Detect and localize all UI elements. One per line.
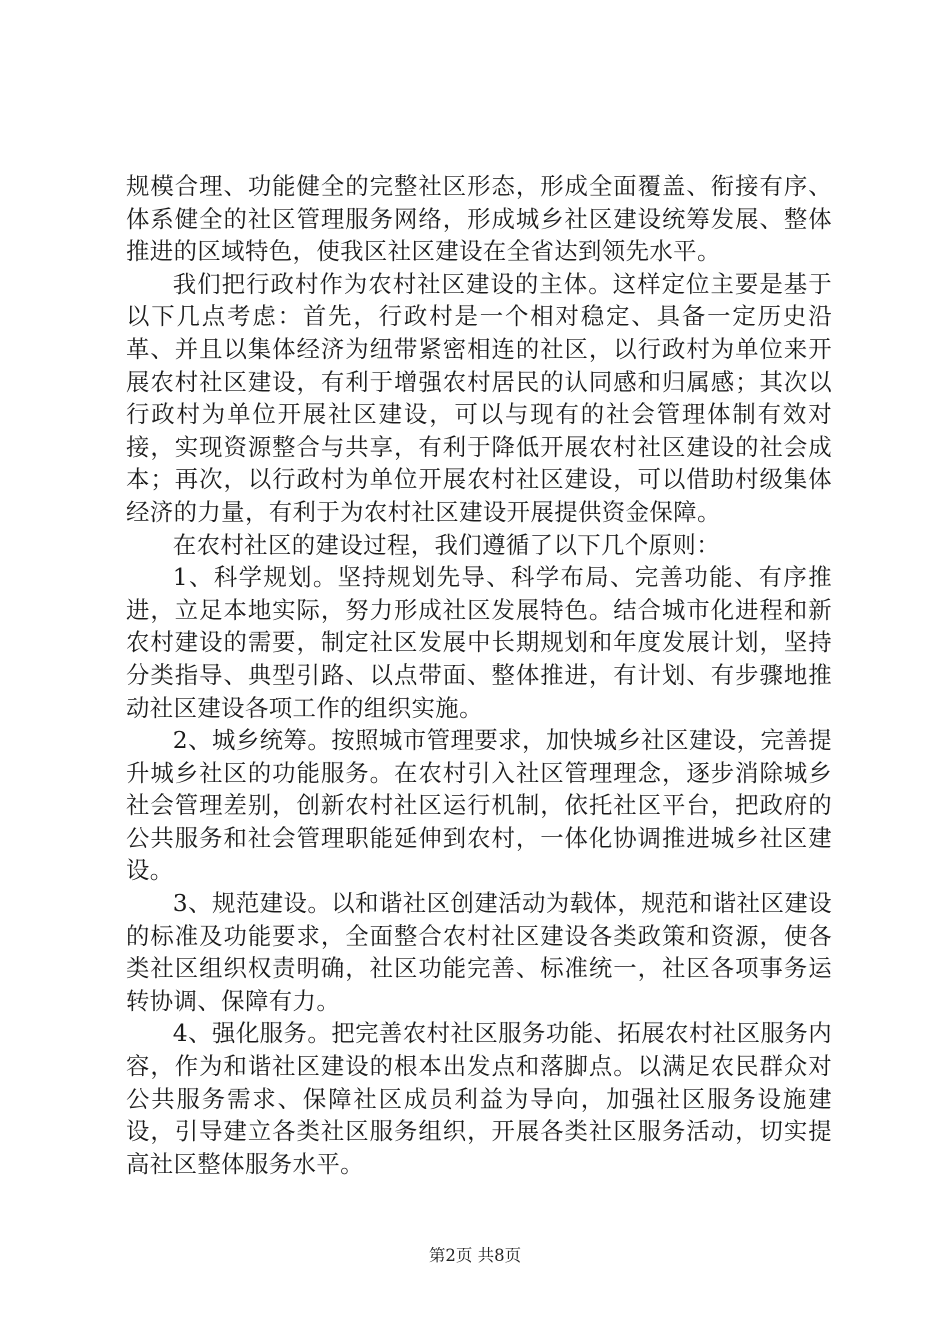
paragraph-principles-intro: 在农村社区的建设过程，我们遵循了以下几个原则： xyxy=(172,530,720,559)
document-body xyxy=(126,170,832,1180)
paragraph-principle-integration: 2、城乡统筹。按照城市管理要求，加快城乡社区建设，完善提升城乡社区的功能服务。在农村引入社区管理理念，逐步消除城乡社会管理差别，创新农村社区运行机制，依托社区平台，把政府的公共服务和社会管理职能延伸到农村，一体化协调推进城乡社区建设。 xyxy=(126,726,832,885)
paragraph-principle-planning: 1、科学规划。坚持规划先导、科学布局、完善功能、有序推进，立足本地实际，努力形成社区发展特色。结合城市化进程和新农村建设的需要，制定社区发展中长期规划和年度发展计划，坚持分类指导、典型引路、以点带面、整体推进，有计划、有步骤地推动社区建设各项工作的组织实施。 xyxy=(126,563,832,722)
page-number-footer: 第2页 共8页 xyxy=(428,1246,522,1265)
paragraph-principle-standardization: 3、规范建设。以和谐社区创建活动为载体，规范和谐社区建设的标准及功能要求，全面整合农村社区建设各类政策和资源，使各类社区组织权责明确，社区功能完善、标准统一，社区各项事务运转协调、保障有力。 xyxy=(126,889,832,1015)
paragraph-principle-service: 4、强化服务。把完善农村社区服务功能、拓展农村社区服务内容，作为和谐社区建设的根本出发点和落脚点。以满足农民群众对公共服务需求、保障社区成员利益为导向，加强社区服务设施建设，引导建立各类社区服务组织，开展各类社区服务活动，切实提高社区整体服务水平。 xyxy=(126,1019,832,1178)
paragraph-village-subject: 我们把行政村作为农村社区建设的主体。这样定位主要是基于以下几点考虑：首先，行政村是一个相对稳定、具备一定历史沿革、并且以集体经济为纽带紧密相连的社区，以行政村为单位来开展农村社区建设，有利于增强农村居民的认同感和归属感；其次以行政村为单位开展社区建设，可以与现有的社会管理体制有效对接，实现资源整合与共享，有利于降低开展农村社区建设的社会成本；再次，以行政村为单位开展农村社区建设，可以借助村级集体经济的力量，有利于为农村社区建设开展提供资金保障。 xyxy=(126,269,832,526)
paragraph-continuation: 规模合理、功能健全的完整社区形态，形成全面覆盖、衔接有序、体系健全的社区管理服务网络，形成城乡社区建设统筹发展、整体推进的区域特色，使我区社区建设在全省达到领先水平。 xyxy=(126,172,832,266)
